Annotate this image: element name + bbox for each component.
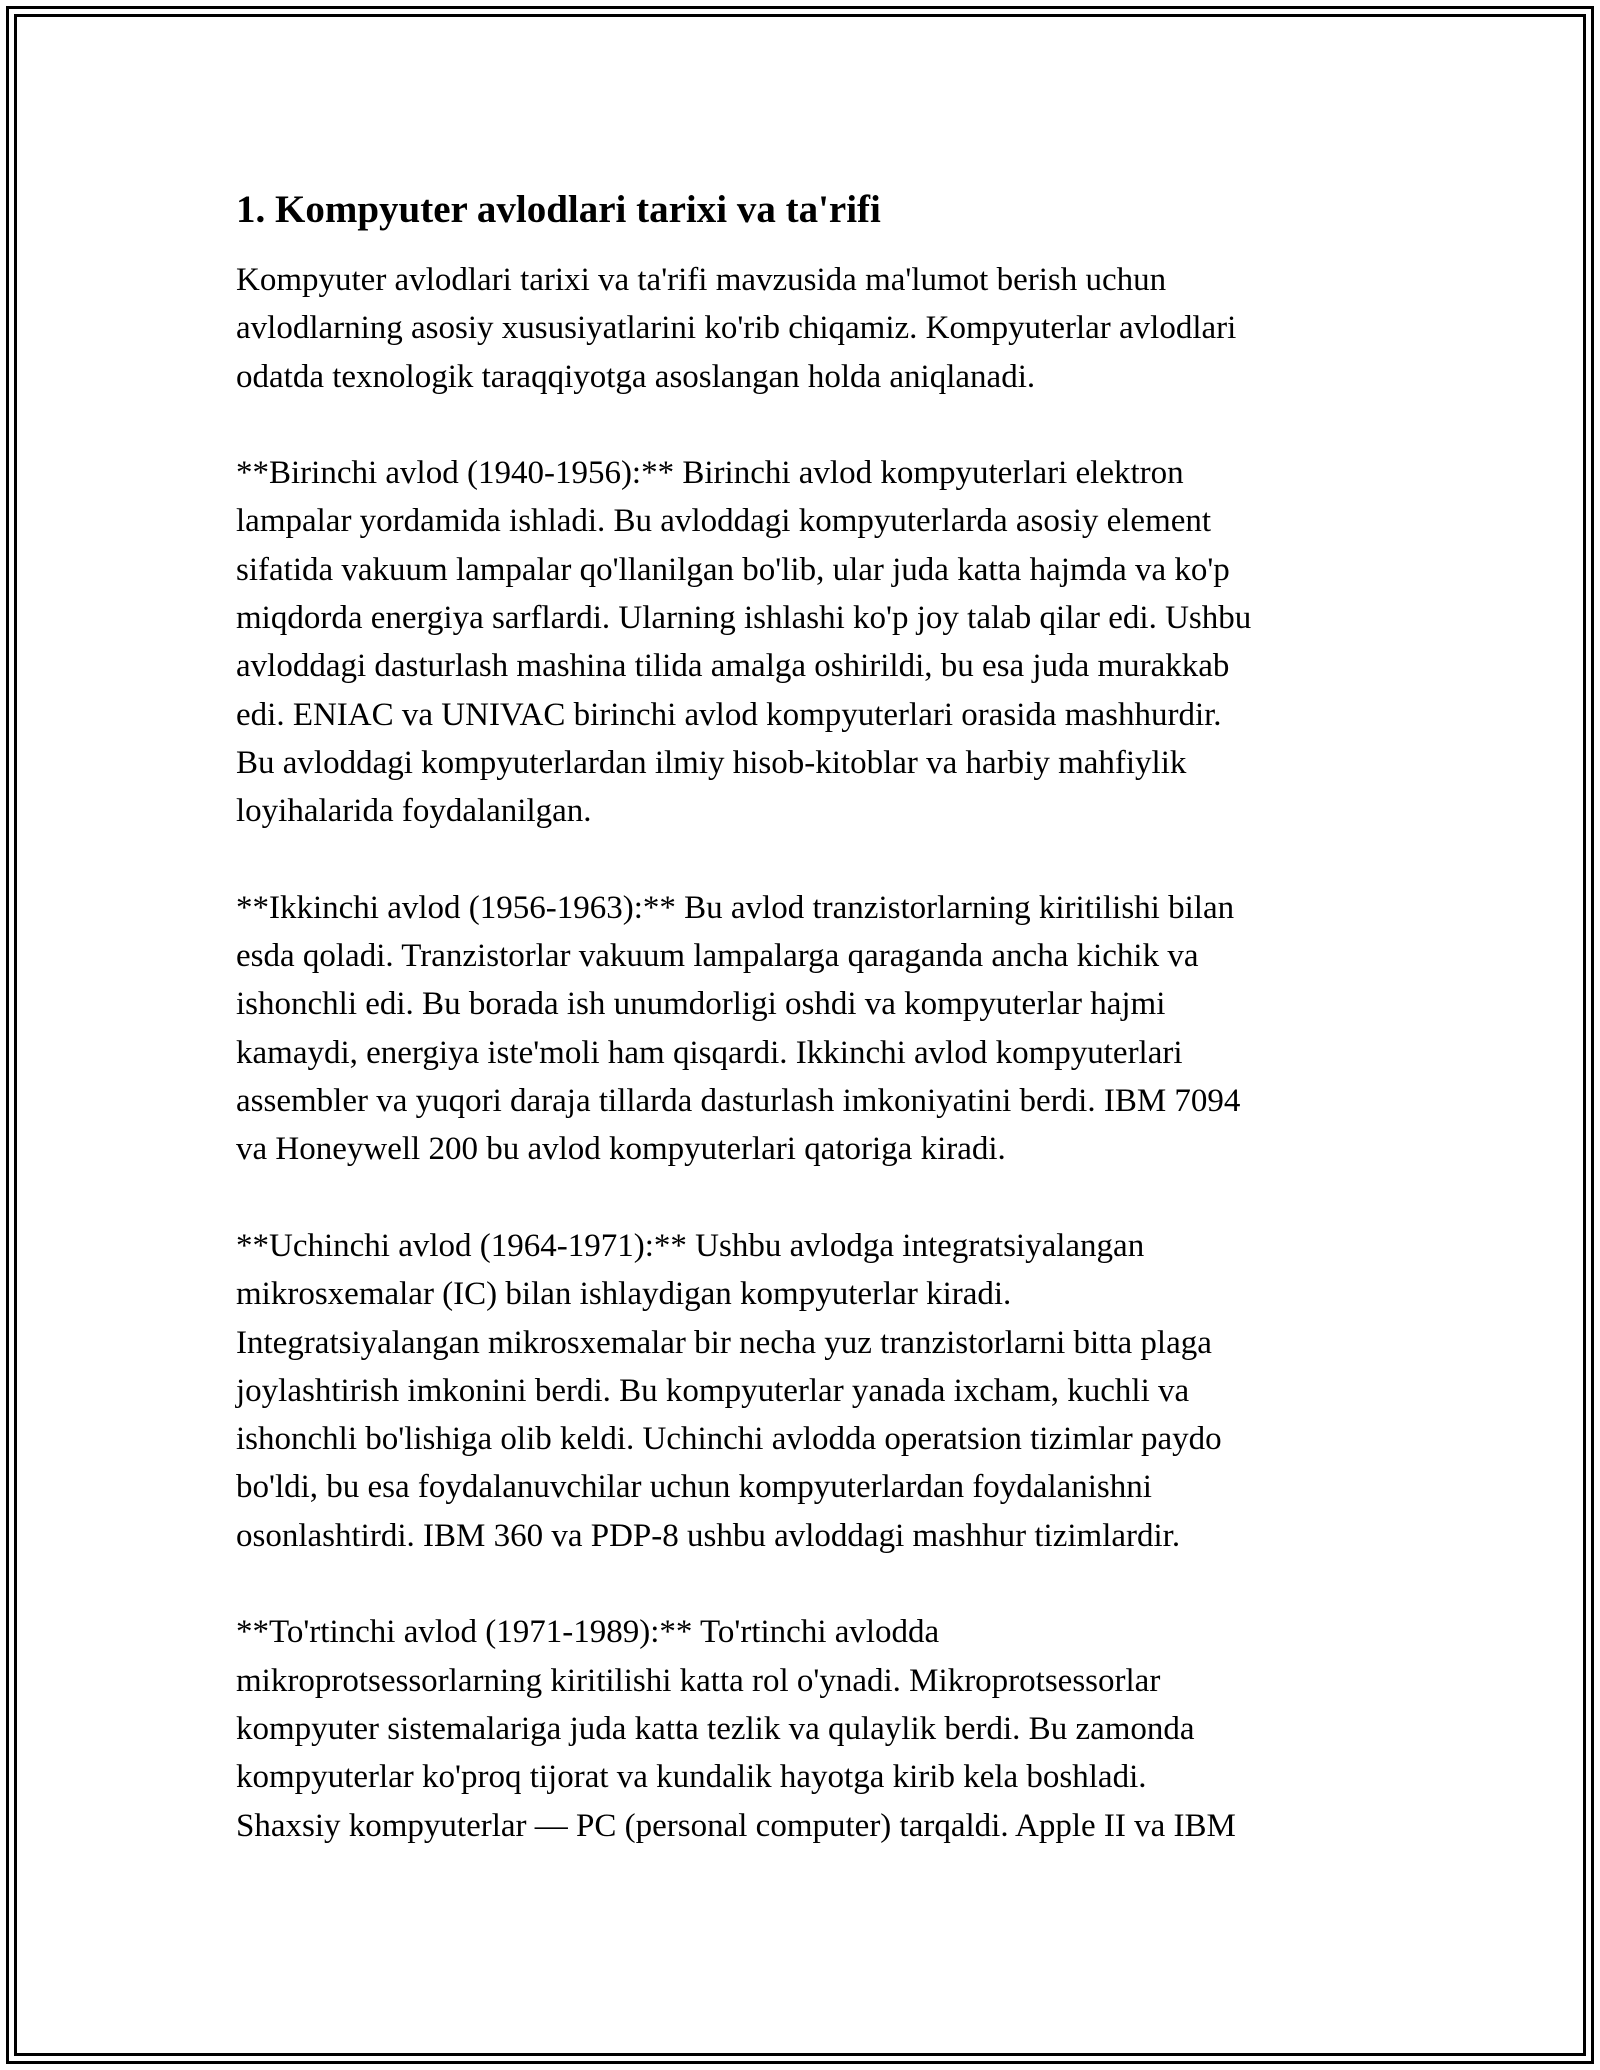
paragraph-first-generation [236, 449, 1376, 835]
text-line: va Honeywell 200 bu avlod kompyuterlari qatoriga kiradi. [236, 1131, 1006, 1168]
paragraph-fourth-generation [236, 1608, 1376, 1849]
text-line: kompyuterlar ko'proq tijorat va kundalik hayotga kirib kela boshladi. [236, 1759, 1147, 1796]
text-line: kamaydi, energiya iste'moli ham qisqardi. Ikkinchi avlod kompyuterlari [236, 1034, 1183, 1071]
text-line: Kompyuter avlodlari tarixi va ta'rifi mavzusida ma'lumot berish uchun [236, 262, 1167, 298]
text-line: assembler va yuqori daraja tillarda dasturlash imkoniyatini berdi. IBM 7094 [236, 1083, 1241, 1120]
paragraph-third-generation [236, 1222, 1376, 1560]
paragraph-intro [236, 256, 1376, 401]
text-line: edi. ENIAC va UNIVAC birinchi avlod kompyuterlari orasida mashhurdir. [236, 696, 1222, 733]
text-line: ishonchli edi. Bu borada ish unumdorligi oshdi va kompyuterlar hajmi [236, 986, 1166, 1023]
text-line: Integratsiyalangan mikrosxemalar bir necha yuz tranzistorlarni bitta plaga [236, 1324, 1212, 1361]
text-line: avlodlarning asosiy xususiyatlarini ko'rib chiqamiz. Kompyuterlar avlodlari [236, 310, 1237, 347]
text-line: joylashtirish imkonini berdi. Bu kompyuterlar yanada ixcham, kuchli va [236, 1372, 1190, 1409]
text-line: Shaxsiy kompyuterlar — PC (personal computer) tarqaldi. Apple II va IBM [236, 1807, 1236, 1844]
text-line: ishonchli bo'lishiga olib keldi. Uchinchi avlodda operatsion tizimlar paydo [236, 1421, 1222, 1458]
section-title: 1. Kompyuter avlodlari tarixi va ta'rifi [236, 188, 881, 231]
text-line: lampalar yordamida ishladi. Bu avloddagi kompyuterlarda asosiy element [236, 503, 1212, 540]
text-line: Bu avloddagi kompyuterlardan ilmiy hisob-kitoblar va harbiy mahfiylik [236, 744, 1187, 781]
document-body [236, 186, 1376, 1898]
text-line: **Birinchi avlod (1940-1956):** Birinchi avlod kompyuterlari elektron [236, 455, 1184, 492]
paragraph-second-generation [236, 884, 1376, 1174]
text-line: **To'rtinchi avlod (1971-1989):** To'rtinchi avlodda [236, 1614, 940, 1651]
text-line: avloddagi dasturlash mashina tilida amalga oshirildi, bu esa juda murakkab [236, 648, 1230, 685]
text-line: **Uchinchi avlod (1964-1971):** Ushbu avlodga integratsiyalangan [236, 1227, 1145, 1264]
text-line: miqdorda energiya sarflardi. Ularning ishlashi ko'p joy talab qilar edi. Ushbu [236, 600, 1252, 637]
text-line: sifatida vakuum lampalar qo'llanilgan bo'lib, ular juda katta hajmda va ko'p [236, 551, 1230, 588]
text-line: bo'ldi, bu esa foydalanuvchilar uchun kompyuterlardan foydalanishni [236, 1469, 1152, 1506]
text-line: odatda texnologik taraqqiyotga asoslangan holda aniqlanadi. [236, 358, 1036, 395]
text-line: loyihalarida foydalanilgan. [236, 793, 592, 830]
text-line: mikroprotsessorlarning kiritilishi katta rol o'ynadi. Mikroprotsessorlar [236, 1662, 1161, 1699]
text-line: **Ikkinchi avlod (1956-1963):** Bu avlod tranzistorlarning kiritilishi bilan [236, 889, 1235, 926]
text-line: osonlashtirdi. IBM 360 va PDP-8 ushbu avloddagi mashhur tizimlardir. [236, 1517, 1181, 1554]
text-line: esda qoladi. Tranzistorlar vakuum lampalarga qaraganda ancha kichik va [236, 938, 1199, 975]
text-line: kompyuter sistemalariga juda katta tezlik va qulaylik berdi. Bu zamonda [236, 1710, 1195, 1747]
text-line: mikrosxemalar (IC) bilan ishlaydigan kompyuterlar kiradi. [236, 1276, 1012, 1313]
